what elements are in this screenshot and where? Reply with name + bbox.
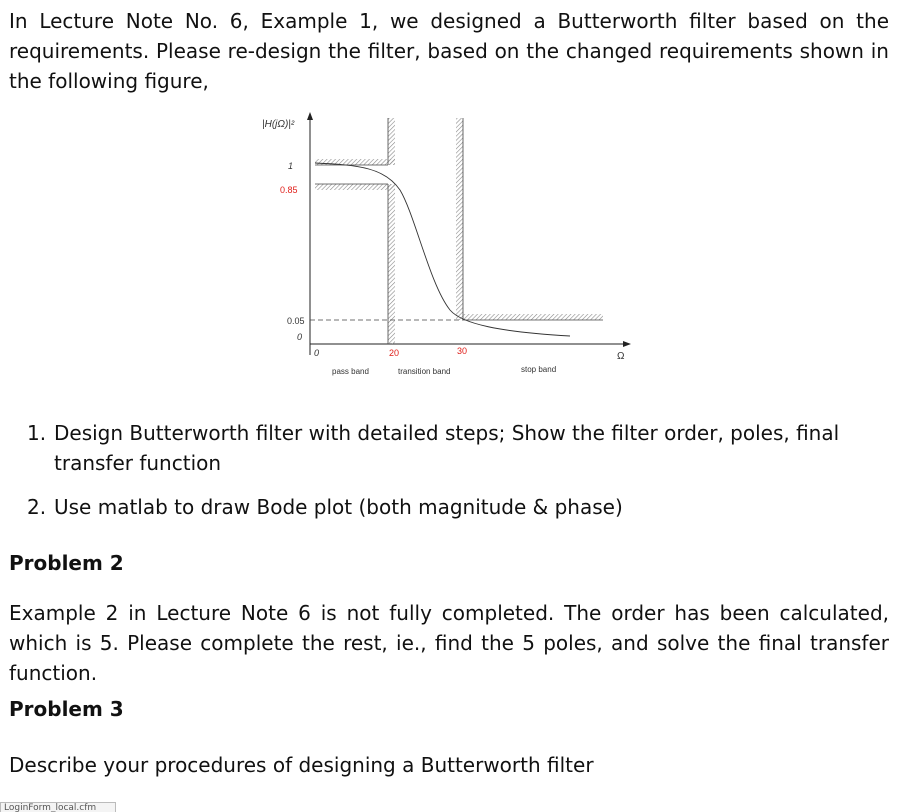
task-item — [27, 418, 887, 478]
x-tick-20: 20 — [389, 348, 400, 358]
footer-tab[interactable]: LoginForm_local.cfm — [0, 802, 116, 812]
stopband-hatch — [463, 314, 603, 320]
x-tick-30: 30 — [457, 346, 468, 356]
transition-band-label: transition band — [398, 367, 451, 376]
passband-upper-hatch — [315, 159, 395, 165]
filter-spec-figure — [240, 110, 640, 385]
task-number: 2. — [27, 495, 47, 519]
stop-band-label: stop band — [521, 365, 557, 374]
passband-edge-upper-hatch — [388, 118, 395, 165]
task-list — [27, 418, 887, 522]
y-tick-085: 0.85 — [280, 185, 298, 195]
x-axis-arrow — [623, 341, 631, 347]
x-tick-0: 0 — [314, 348, 320, 358]
y-tick-0: 0 — [297, 332, 303, 342]
y-tick-005: 0.05 — [287, 316, 305, 326]
y-axis-label: |H(jΩ)|² — [262, 119, 295, 130]
pass-band-label: pass band — [332, 367, 369, 376]
x-tick-omega: Ω — [617, 351, 625, 362]
task-number: 1. — [27, 421, 47, 445]
problem-3-heading: Problem 3 — [9, 697, 124, 721]
task-text: Design Butterworth filter with detailed steps; Show the filter order, poles, final transfer function — [54, 421, 840, 475]
passband-lower-hatch — [315, 184, 395, 190]
problem-2-heading: Problem 2 — [9, 551, 124, 575]
y-tick-1: 1 — [288, 161, 294, 171]
intro-paragraph: In Lecture Note No. 6, Example 1, we designed a Butterworth filter based on the requirements. Please re-design the filter, based on the changed requirements shown in the following figure, — [9, 9, 889, 93]
problem-2-text: Example 2 in Lecture Note 6 is not fully completed. The order has been calculated, which is 5. Please complete the rest, ie., find the 5 poles, and solve the final transfer function. — [9, 601, 889, 685]
task-text: Use matlab to draw Bode plot (both magnitude & phase) — [54, 495, 623, 519]
task-item — [27, 492, 887, 522]
stopband-edge-hatch — [456, 118, 463, 320]
problem-3-text: Describe your procedures of designing a Butterworth filter — [9, 753, 594, 777]
